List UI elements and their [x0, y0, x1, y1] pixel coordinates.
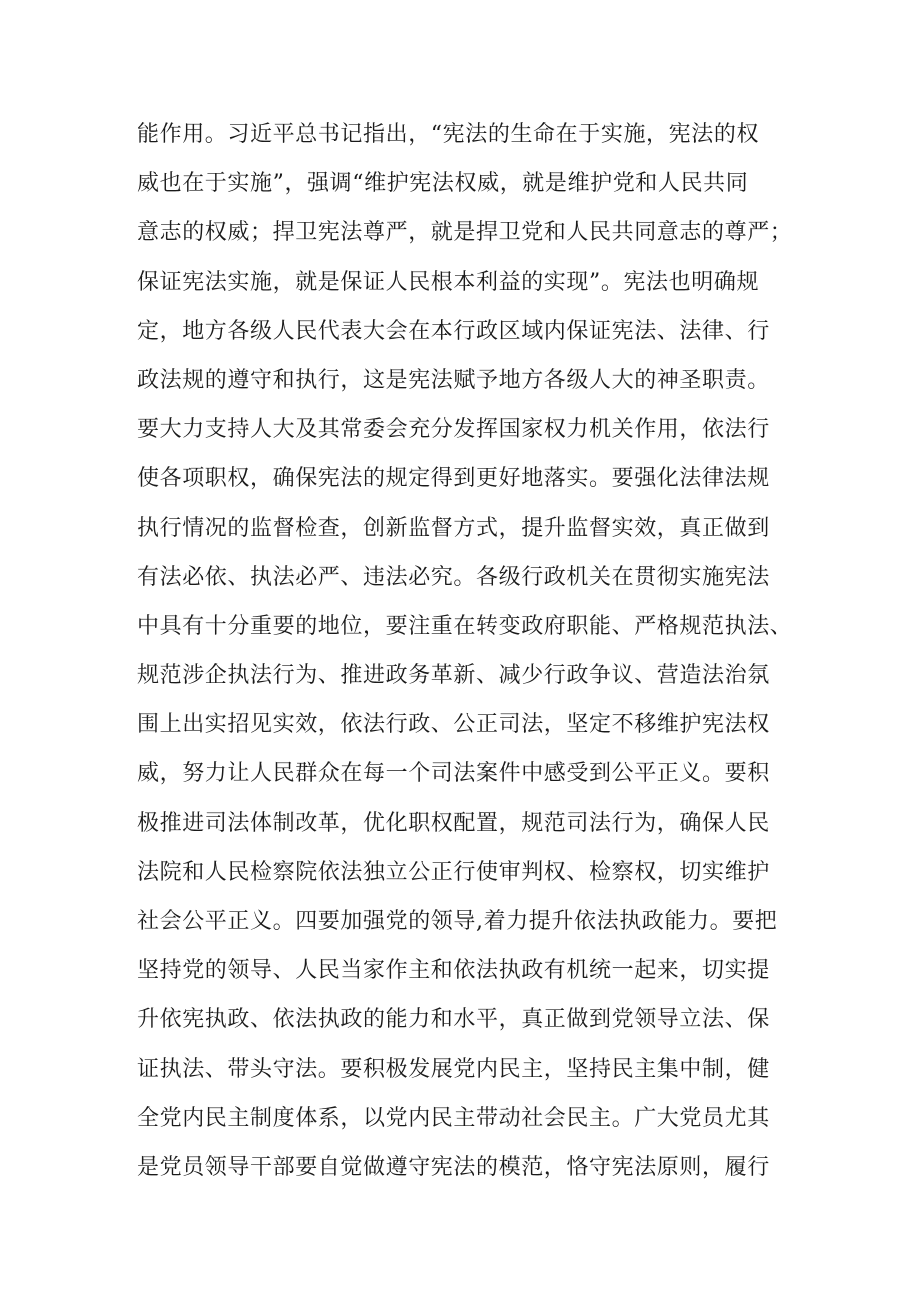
text-line: 意志的权威；捍卫宪法尊严，就是捍卫党和人民共同意志的尊严；	[137, 220, 793, 246]
text-line: 证执法、带头守法。要积极发展党内民主，坚持民主集中制，健	[137, 1056, 770, 1082]
text-line: 要大力支持人大及其常委会充分发挥国家权力机关作用，依法行	[137, 417, 770, 443]
text-line: 坚持党的领导、人民当家作主和依法执政有机统一起来，切实提	[137, 958, 770, 984]
text-line: 有法必依、执法必严、违法必究。各级行政机关在贯彻实施宪法	[137, 564, 770, 590]
text-line: 社会公平正义。四要加强党的领导,着力提升依法执政能力。要把	[137, 909, 778, 934]
body-text	[137, 110, 797, 1192]
text-line: 是党员领导干部要自觉做遵守宪法的模范，恪守宪法原则，履行	[137, 1154, 770, 1180]
text-line: 围上出实招见实效，依法行政、公正司法，坚定不移维护宪法权	[137, 712, 770, 738]
text-line: 规范涉企执法行为、推进政务革新、减少行政争议、营造法治氛	[137, 663, 770, 689]
text-line: 中具有十分重要的地位，要注重在转变政府职能、严格规范执法、	[137, 613, 793, 639]
text-line: 使各项职权，确保宪法的规定得到更好地落实。要强化法律法规	[137, 466, 770, 492]
text-line: 法院和人民检察院依法独立公正行使审判权、检察权，切实维护	[137, 859, 770, 885]
text-line: 政法规的遵守和执行，这是宪法赋予地方各级人大的神圣职责。	[137, 367, 770, 393]
text-line: 定，地方各级人民代表大会在本行政区域内保证宪法、法律、行	[137, 318, 770, 344]
text-line: 升依宪执政、依法执政的能力和水平，真正做到党领导立法、保	[137, 1007, 770, 1033]
text-line: 能作用。习近平总书记指出，“宪法的生命在于实施，宪法的权	[137, 122, 760, 147]
text-line: 威也在于实施”，强调“维护宪法权威，就是维护党和人民共同	[137, 171, 749, 197]
text-line: 保证宪法实施，就是保证人民根本利益的实现”。宪法也明确规	[137, 269, 760, 295]
text-line: 全党内民主制度体系，以党内民主带动社会民主。广大党员尤其	[137, 1105, 770, 1131]
text-line: 执行情况的监督检查，创新监督方式，提升监督实效，真正做到	[137, 515, 770, 541]
text-line: 极推进司法体制改革，优化职权配置，规范司法行为，确保人民	[137, 810, 770, 836]
text-line: 威，努力让人民群众在每一个司法案件中感受到公平正义。要积	[137, 761, 770, 787]
